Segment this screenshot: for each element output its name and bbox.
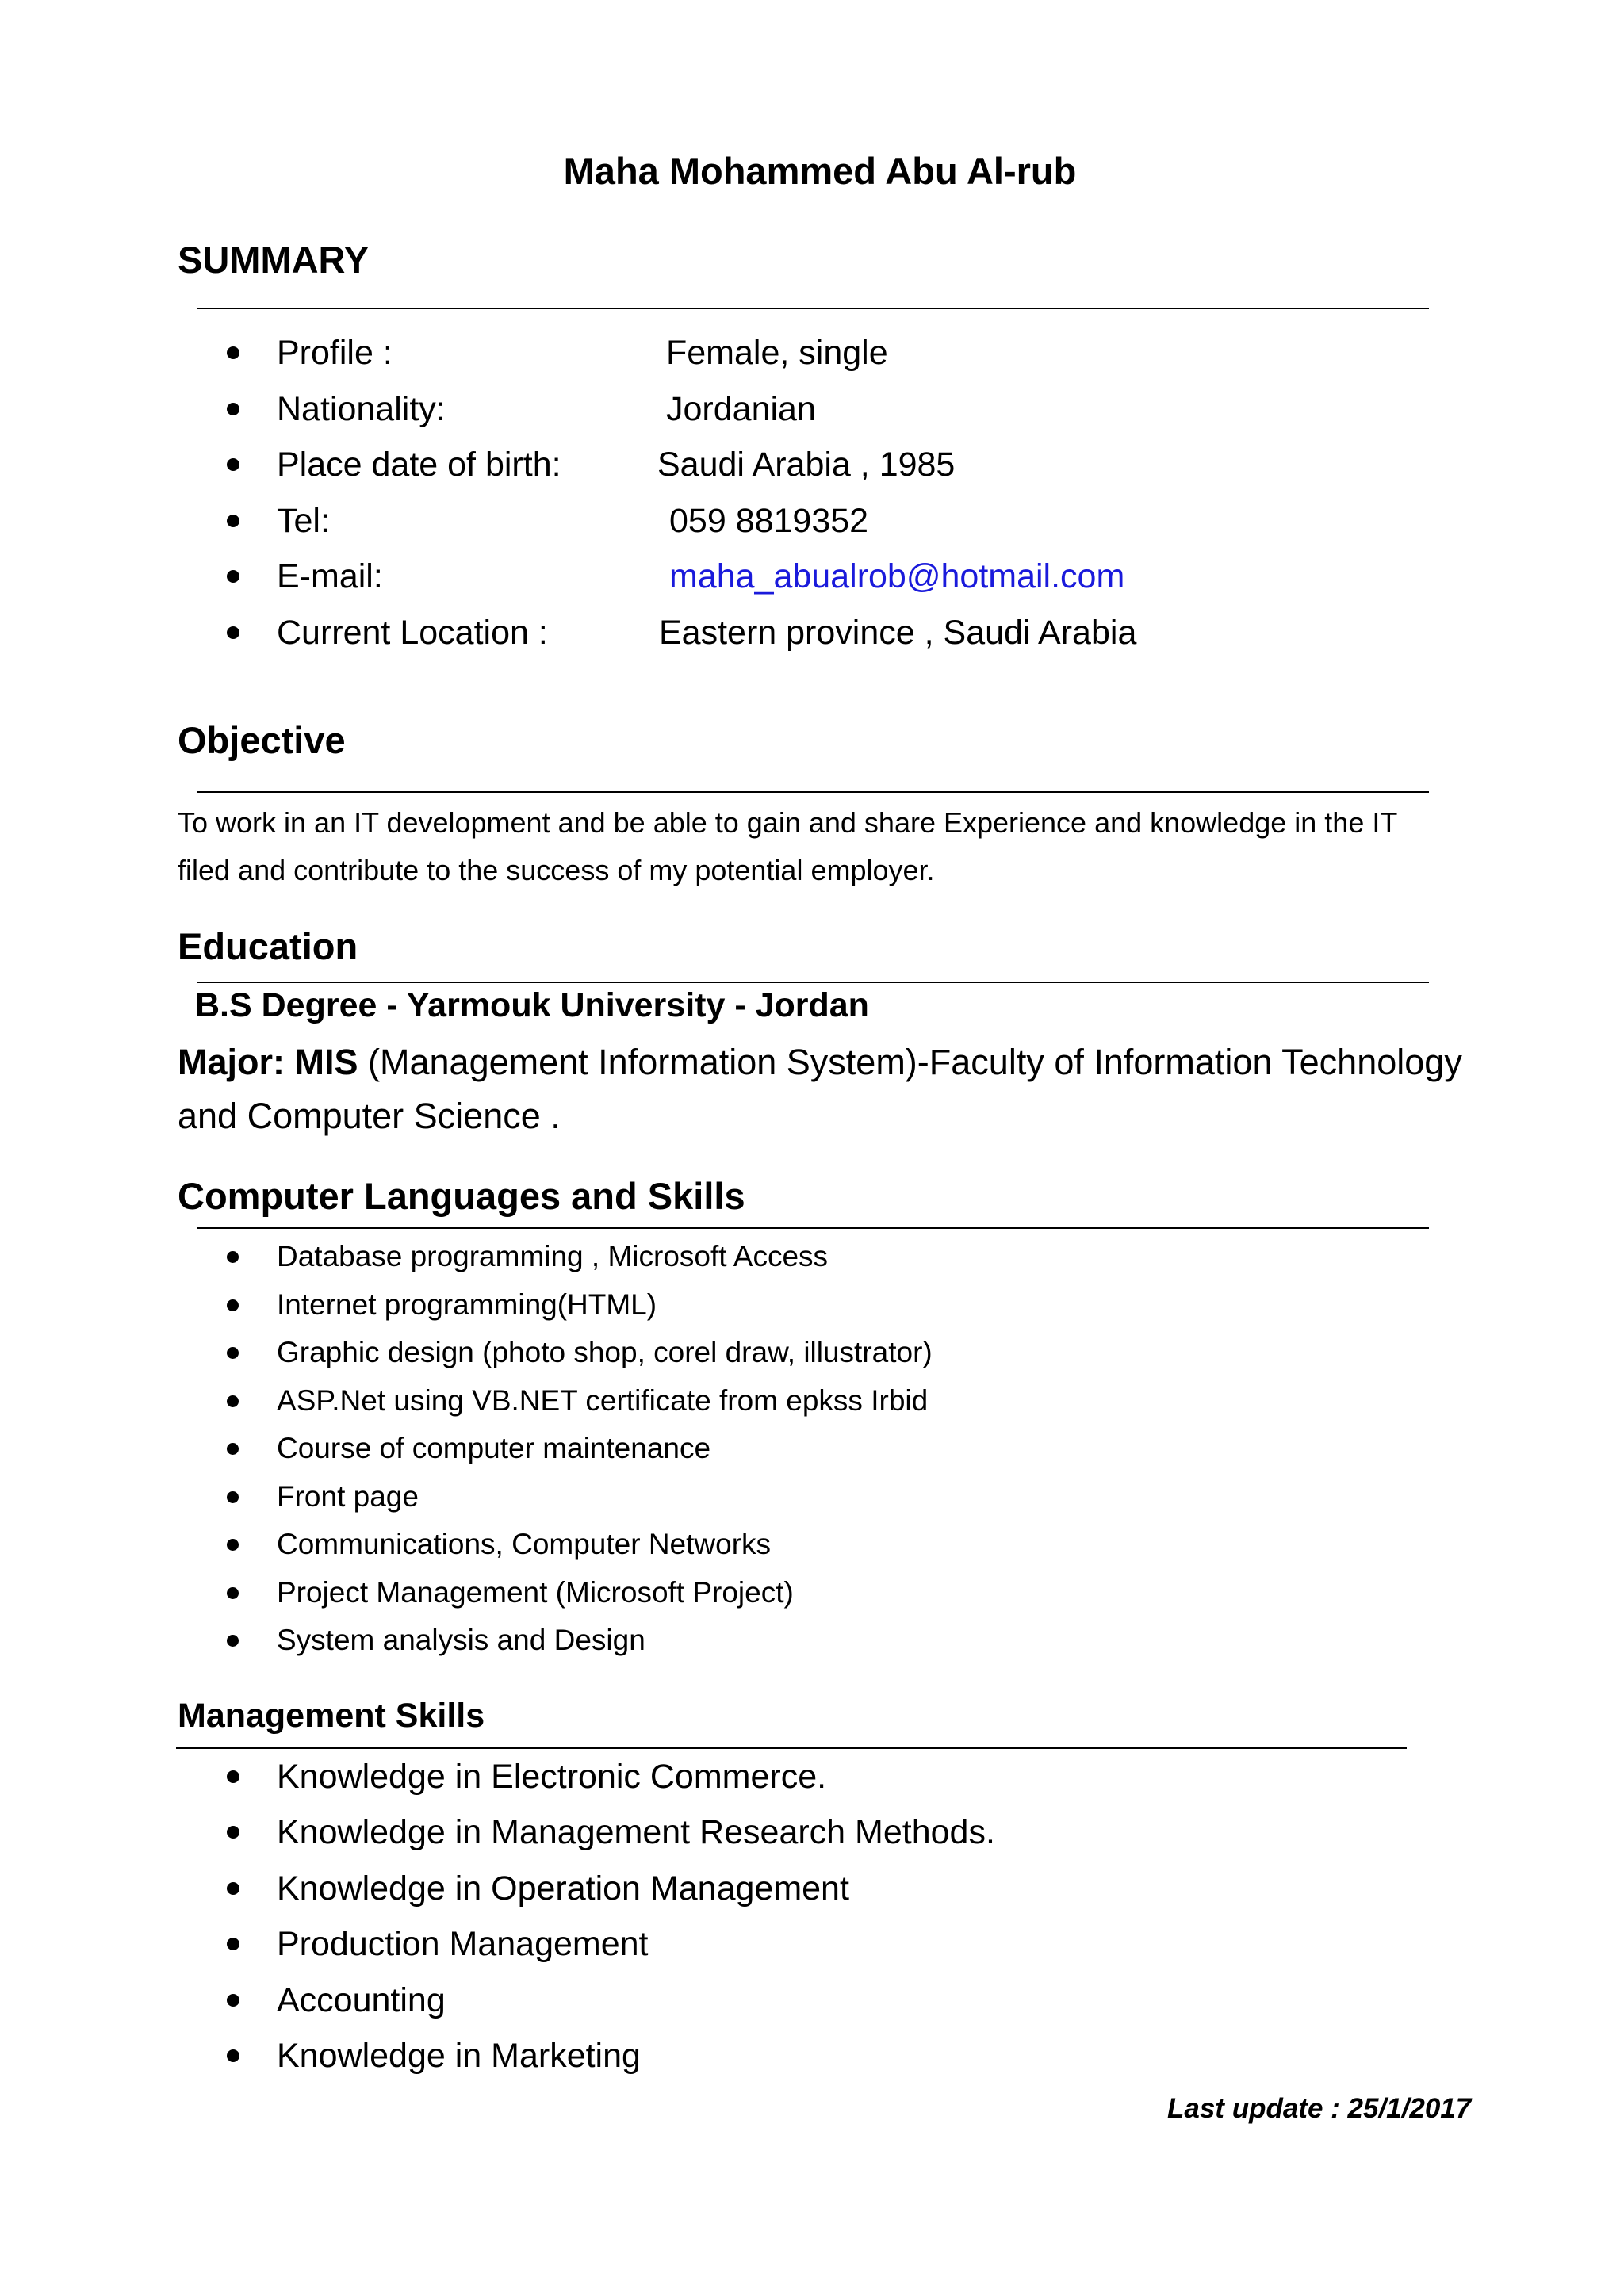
summary-label: Place date of birth: <box>277 446 561 484</box>
objective-heading: Objective <box>178 719 346 761</box>
major-label: Major: MIS <box>178 1042 358 1082</box>
bullet-icon <box>227 346 239 359</box>
major-description: (Management Information System)-Faculty of Information Technology <box>358 1042 1462 1082</box>
management-skills-heading: Management Skills <box>178 1697 485 1735</box>
summary-label: Profile : <box>277 334 393 372</box>
bullet-icon <box>227 458 239 471</box>
objective-divider <box>197 791 1429 793</box>
last-update-note: Last update : 25/1/2017 <box>1167 2093 1472 2124</box>
summary-label: Tel: <box>277 501 330 540</box>
page-title: Maha Mohammed Abu Al-rub <box>563 150 1077 192</box>
objective-line-1: To work in an IT development and be able to gain and share Experience and knowledge in the IT <box>178 806 1398 839</box>
bullet-icon <box>227 1491 239 1503</box>
bullet-icon <box>227 1251 239 1263</box>
bullet-icon <box>227 1587 239 1599</box>
summary-value: Saudi Arabia , 1985 <box>657 446 956 484</box>
education-major-line-1 <box>178 1035 1462 1089</box>
objective-line-2: filed and contribute to the success of my potential employer. <box>178 854 935 886</box>
summary-label: Nationality: <box>277 389 446 428</box>
bullet-icon <box>227 1826 239 1839</box>
education-divider <box>197 982 1429 983</box>
summary-heading: SUMMARY <box>178 239 370 281</box>
bullet-icon <box>227 1635 239 1647</box>
bullet-icon <box>227 515 239 527</box>
education-heading: Education <box>178 925 358 967</box>
bullet-icon <box>227 1994 239 2007</box>
summary-value: Female, single <box>666 334 888 372</box>
bullet-icon <box>227 1770 239 1783</box>
bullet-icon <box>227 1443 239 1455</box>
computer-skills-divider <box>197 1227 1429 1229</box>
summary-label: E-mail: <box>277 557 383 595</box>
education-major-line-2: and Computer Science . <box>178 1096 561 1136</box>
bullet-icon <box>227 1347 239 1359</box>
summary-value: Eastern province , Saudi Arabia <box>659 613 1137 652</box>
summary-value: Jordanian <box>666 389 816 428</box>
email-link[interactable]: maha_abualrob@hotmail.com <box>669 557 1125 595</box>
bullet-icon <box>227 1882 239 1895</box>
summary-label: Current Location : <box>277 613 548 652</box>
bullet-icon <box>227 1395 239 1407</box>
bullet-icon <box>227 1938 239 1950</box>
computer-skills-heading: Computer Languages and Skills <box>178 1175 745 1217</box>
bullet-icon <box>227 403 239 415</box>
summary-value: 059 8819352 <box>669 501 869 540</box>
summary-divider <box>197 308 1429 309</box>
bullet-icon <box>227 626 239 639</box>
education-degree: B.S Degree - Yarmouk University - Jordan <box>195 986 869 1024</box>
bullet-icon <box>227 1539 239 1551</box>
bullet-icon <box>227 2049 239 2062</box>
bullet-icon <box>227 570 239 583</box>
bullet-icon <box>227 1299 239 1311</box>
